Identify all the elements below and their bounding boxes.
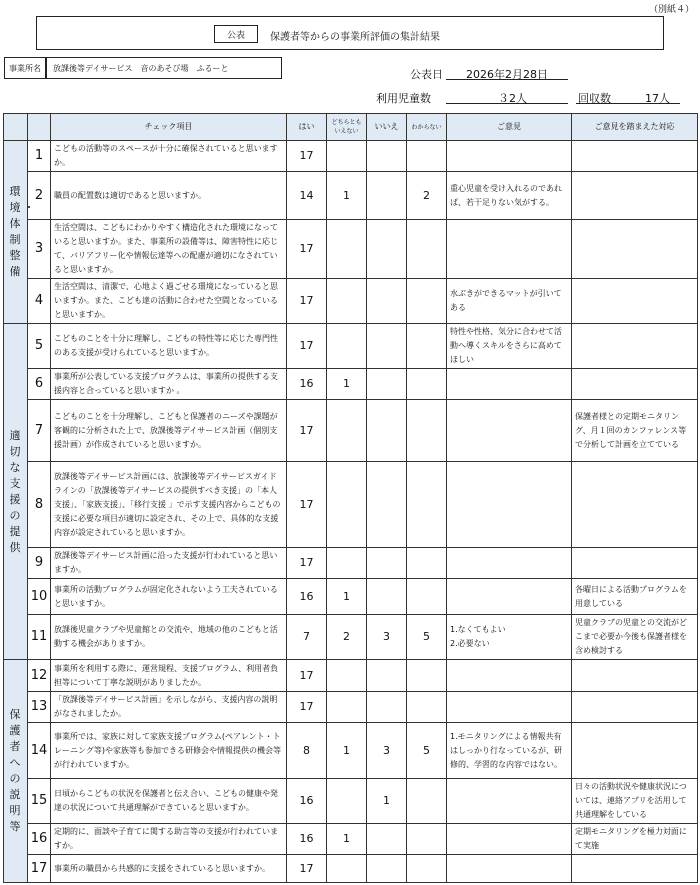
office-label: 事業所名 (4, 57, 46, 79)
question-text: 事業所が公表している支援プログラムは、事業所の提供する支援内容と合っていると思いますか 。 (51, 369, 287, 400)
opinion-text (447, 220, 572, 279)
count-no (367, 660, 407, 692)
response-text: 定期モニタリングを極力対面にて実施 (572, 824, 698, 855)
opinion-text (447, 824, 572, 855)
opinion-text (447, 400, 572, 462)
header-neither: どちらとも いえない (327, 114, 367, 141)
response-text (572, 462, 698, 548)
count-no (367, 462, 407, 548)
question-text: 放課後児童クラブや児童館との交流や、地域の他のこどもと活動する機会がありますか。 (51, 615, 287, 660)
evaluation-table (3, 113, 698, 883)
table-row (4, 462, 698, 548)
responses-value: 17人 (645, 92, 670, 105)
count-no (367, 369, 407, 400)
count-neither (327, 692, 367, 723)
response-text: 保護者様との定期モニタリング、月１回のカンファレンス等で分析して計画を立てている (572, 400, 698, 462)
count-no (367, 400, 407, 462)
response-text (572, 172, 698, 220)
count-neither: 1 (327, 824, 367, 855)
row-number: 16 (28, 824, 51, 855)
question-text: 日頃からこどもの状況を保護者と伝え合い、こどもの健康や発達の状況について共通理解ができていると思いますか。 (51, 779, 287, 824)
question-text: 事業所の職員から共感的に支援をされていると思いますか。 (51, 855, 287, 883)
count-neither (327, 400, 367, 462)
count-unknown (407, 462, 447, 548)
count-unknown (407, 400, 447, 462)
users-label: 利用児童数 (376, 92, 431, 105)
table-row (4, 400, 698, 462)
count-unknown: 5 (407, 723, 447, 779)
row-number: 4 (28, 279, 51, 324)
table-row (4, 855, 698, 883)
table-row (4, 660, 698, 692)
table-header-row (4, 114, 698, 141)
row-number: 8 (28, 462, 51, 548)
count-neither (327, 548, 367, 579)
count-neither: 1 (327, 369, 367, 400)
count-neither (327, 855, 367, 883)
header-unknown: わからない (407, 114, 447, 141)
count-neither: 2 (327, 615, 367, 660)
response-text (572, 279, 698, 324)
row-number: 9 (28, 548, 51, 579)
count-no (367, 172, 407, 220)
count-no (367, 324, 407, 369)
count-yes: 16 (287, 579, 327, 615)
published-date: 2026年2月28日 (466, 68, 548, 81)
table-row (4, 548, 698, 579)
opinion-text (447, 779, 572, 824)
table-row (4, 279, 698, 324)
response-text (572, 324, 698, 369)
category-cell (4, 660, 28, 883)
row-number: 6 (28, 369, 51, 400)
question-text: 事業所の活動プログラムが固定化されないよう工夫されていると思いますか。 (51, 579, 287, 615)
count-unknown (407, 779, 447, 824)
opinion-text: 1.モニタリングによる情報共有はしっかり行なっているが、研修的、学習的な内容ではない。 (447, 723, 572, 779)
count-unknown (407, 548, 447, 579)
row-number: 2 (28, 172, 51, 220)
opinion-text (447, 855, 572, 883)
question-text: 事業所を利用する際に、運営規程、支援プログラム、利用者負担等について丁寧な説明がありましたか。 (51, 660, 287, 692)
count-unknown (407, 692, 447, 723)
count-unknown: 2 (407, 172, 447, 220)
count-yes: 17 (287, 141, 327, 172)
response-text (572, 692, 698, 723)
header-response: ご意見を踏まえた対応 (572, 114, 698, 141)
question-text: 「放課後等デイサービス計画」を示しながら、支援内容の説明がなされましたか。 (51, 692, 287, 723)
table-row (4, 369, 698, 400)
table-row (4, 324, 698, 369)
response-text: 児童クラブの児童との交流がどこまで必要か今後も保護者様を含め検討する (572, 615, 698, 660)
opinion-text: 1.なくてもよい 2.必要ない (447, 615, 572, 660)
count-neither (327, 660, 367, 692)
row-number: 14 (28, 723, 51, 779)
count-no (367, 855, 407, 883)
count-no: 3 (367, 615, 407, 660)
table-row (4, 220, 698, 279)
count-neither (327, 462, 367, 548)
count-unknown (407, 824, 447, 855)
question-text: 定期的に、面談や子育てに関する助言等の支援が行われていますか。 (51, 824, 287, 855)
responses-label: 回収数 (578, 92, 611, 105)
count-neither (327, 141, 367, 172)
response-text (572, 141, 698, 172)
public-tag: 公表 (214, 25, 258, 43)
opinion-text (447, 369, 572, 400)
category-label: 適切な支援の提供 (9, 428, 24, 554)
count-neither (327, 324, 367, 369)
question-text: 生活空間は、こどもにわかりやすく構造化された環境になっていると思いますか。また、事業所の設備等は、障害特性に応じて、バリアフリー化や情報伝達等への配慮が適切になされていると思いますか。 (51, 220, 287, 279)
question-text: こどもの活動等のスペースが十分に確保されていると思いますか。 (51, 141, 287, 172)
table-row (4, 172, 698, 220)
count-unknown (407, 141, 447, 172)
category-label: 保護者への説明等 (9, 708, 24, 833)
question-text: 事業所では、家族に対して家族支援プログラム(ペアレント・トレーニング等)や家族等も参加できる研修会や情報提供の機会等が行われていますか。 (51, 723, 287, 779)
count-yes: 17 (287, 855, 327, 883)
row-number: 15 (28, 779, 51, 824)
response-text: 日々の活動状況や健康状況については、連絡アプリを活用して共通理解をしている (572, 779, 698, 824)
count-no (367, 141, 407, 172)
count-yes: 17 (287, 279, 327, 324)
header-blank-number (28, 114, 51, 141)
question-text: こどものことを十分に理解し、こどもの特性等に応じた専門性のある支援が受けられていると思いますか。 (51, 324, 287, 369)
count-neither: 1 (327, 723, 367, 779)
row-number: 12 (28, 660, 51, 692)
count-yes: 16 (287, 779, 327, 824)
question-text: 生活空間は、清潔で、心地よく過ごせる環境になっていると思いますか。また、こども達の活動に合わせた空間となっていると思いますか。 (51, 279, 287, 324)
header-blank-category (4, 114, 28, 141)
count-no (367, 692, 407, 723)
opinion-text: 重心児童を受け入れるのであれば、若干足りない気がする。 (447, 172, 572, 220)
category-cell (4, 324, 28, 660)
opinion-text: 特性や性格、気分に合わせて活動へ導くスキルをさらに高めてほしい (447, 324, 572, 369)
count-neither: 1 (327, 172, 367, 220)
table-row (4, 579, 698, 615)
count-yes: 7 (287, 615, 327, 660)
header-opinion: ご意見 (447, 114, 572, 141)
opinion-text: 水ぶきができるマットが引いてある (447, 279, 572, 324)
table-row (4, 723, 698, 779)
count-unknown (407, 855, 447, 883)
opinion-text (447, 462, 572, 548)
row-number: 17 (28, 855, 51, 883)
row-number: 5 (28, 324, 51, 369)
response-text (572, 723, 698, 779)
count-unknown: 5 (407, 615, 447, 660)
count-neither (327, 220, 367, 279)
header-yes: はい (287, 114, 327, 141)
table-row (4, 141, 698, 172)
count-yes: 16 (287, 824, 327, 855)
response-text (572, 548, 698, 579)
table-row (4, 692, 698, 723)
count-unknown (407, 579, 447, 615)
count-yes: 17 (287, 400, 327, 462)
count-no: 1 (367, 779, 407, 824)
users-value: ３2人 (498, 92, 527, 105)
count-no (367, 579, 407, 615)
response-text (572, 369, 698, 400)
row-number: 11 (28, 615, 51, 660)
table-row (4, 615, 698, 660)
count-no (367, 279, 407, 324)
count-yes: 17 (287, 692, 327, 723)
row-number: 10 (28, 579, 51, 615)
count-neither (327, 779, 367, 824)
row-number: 13 (28, 692, 51, 723)
header-no: いいえ (367, 114, 407, 141)
document-title: 保護者等からの事業所評価の集計結果 (270, 32, 440, 43)
count-unknown (407, 220, 447, 279)
header-check-item: チェック項目 (51, 114, 287, 141)
count-neither (327, 279, 367, 324)
response-text (572, 660, 698, 692)
count-no (367, 824, 407, 855)
published-label: 公表日 (410, 68, 443, 81)
attachment-label: （別紙４） (648, 5, 694, 15)
office-name: 放課後等デイサービス 音のあそび場 ふるーと (46, 57, 282, 79)
table-row (4, 824, 698, 855)
opinion-text (447, 579, 572, 615)
count-yes: 17 (287, 220, 327, 279)
row-number: 1 (28, 141, 51, 172)
category-label: 環境・体制整備 (9, 185, 38, 278)
count-yes: 14 (287, 172, 327, 220)
count-yes: 16 (287, 369, 327, 400)
count-yes: 17 (287, 324, 327, 369)
opinion-text (447, 141, 572, 172)
response-text (572, 220, 698, 279)
count-neither: 1 (327, 579, 367, 615)
response-text (572, 855, 698, 883)
opinion-text (447, 692, 572, 723)
count-yes: 17 (287, 462, 327, 548)
count-unknown (407, 279, 447, 324)
opinion-text (447, 660, 572, 692)
count-yes: 8 (287, 723, 327, 779)
category-cell (4, 141, 38, 324)
count-yes: 17 (287, 548, 327, 579)
count-unknown (407, 369, 447, 400)
question-text: 職員の配置数は適切であると思いますか。 (51, 172, 287, 220)
count-no (367, 548, 407, 579)
response-text: 各曜日による活動プログラムを用意している (572, 579, 698, 615)
table-row (4, 779, 698, 824)
question-text: 放課後等デイサービス計画に沿った支援が行われていると思いますか。 (51, 548, 287, 579)
question-text: こどものことを十分理解し、こどもと保護者のニーズや課題が客観的に分析された上で、放課後等デイサービス計画（個別支援計画）が作成されていると思いますか。 (51, 400, 287, 462)
count-unknown (407, 324, 447, 369)
row-number: 3 (28, 220, 51, 279)
count-yes: 17 (287, 660, 327, 692)
count-no: 3 (367, 723, 407, 779)
count-unknown (407, 660, 447, 692)
row-number: 7 (28, 400, 51, 462)
count-no (367, 220, 407, 279)
opinion-text (447, 548, 572, 579)
question-text: 放課後等デイサービス計画には、放課後等デイサービスガイドラインの「放課後等デイサービスの提供すべき支援」の「本人支援」、「家族支援」、「移行支援 」で示す支援内容からこどもの支援に必要な項目が適切に設定され、その上で、具体的な支援内容が設定されていると思いますか。 (51, 462, 287, 548)
